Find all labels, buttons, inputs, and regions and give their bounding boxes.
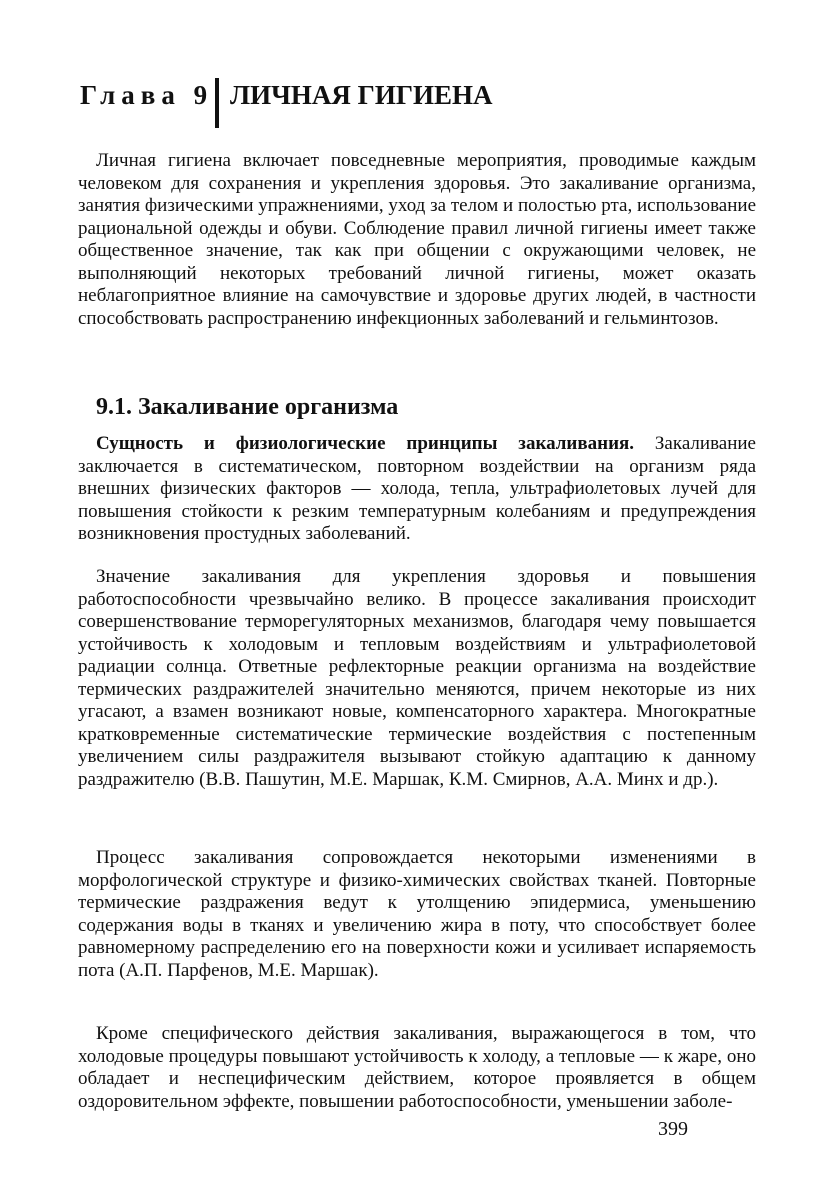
chapter-label: Глава 9 — [80, 80, 214, 110]
body-paragraph: Кроме специфического действия закаливания, выражающегося в том, что холодовые процедуры повышают устойчивость к холоду, а тепловые — к жаре, оно обладает и неспецифическим действием, которое проявляется в общем оздоровительном эффекте, повышении работоспособности, уменьшении заболе- — [78, 1023, 756, 1112]
paragraph-text: Закаливание заключается в систематическом, повторном воздействии на организм ряда внешних физических факторов — холода, тепла, ультрафиолетовых лучей для повышения стойкости к резким температурным колебаниям и предупреждения возникновения простудных заболеваний. — [78, 433, 756, 544]
section-heading: 9.1. Закаливание организма — [96, 394, 399, 420]
chapter-header — [80, 78, 780, 128]
run-in-heading: Сущность и физиологические принципы закаливания. — [96, 433, 635, 454]
body-paragraph: Процесс закаливания сопровождается некоторыми изменениями в морфологической структуре и физико-химических свойствах тканей. Повторные термические раздражения ведут к утолщению эпидермиса, уменьшению содержания воды в тканях и увеличению жира в поту, что способствует более равномерному распределению его на поверхности кожи и усиливает испаряемость пота (А.П. Парфенов, М.Е. Маршак). — [78, 847, 756, 981]
body-paragraph — [78, 433, 756, 546]
chapter-title: ЛИЧНАЯ ГИГИЕНА — [230, 80, 493, 110]
intro-paragraph: Личная гигиена включает повседневные мероприятия, проводимые каждым человеком для сохранения и укрепления здоровья. Это закаливание организма, занятия физическими упражнениями, уход за телом и полостью рта, использование рациональной одежды и обуви. Соблюдение правил личной гигиены имеет также общественное значение, так как при общении с окружающими человек, не выполняющий некоторых требований личной гигиены, может оказать неблагоприятное влияние на самочувствие и здоровье других людей, в частности способствовать распространению инфекционных заболеваний и гельминтозов. — [78, 150, 756, 329]
page-number: 399 — [658, 1118, 688, 1140]
body-paragraph: Значение закаливания для укрепления здоровья и повышения работоспособности чрезвычайно велико. В процессе закаливания происходит совершенствование терморегуляторных механизмов, благодаря чему повышается устойчивость к холодовым и тепловым воздействиям и ультрафиолетовой радиации солнца. Ответные рефлекторные реакции организма на воздействие термических раздражителей значительно меняются, причем некоторые из них угасают, а взамен возникают новые, компенсаторного характера. Многократные кратковременные систематические термические воздействия с постепенным увеличением силы раздражителя вызывают стойкую адаптацию к данному раздражителю (В.В. Пашутин, М.Е. Маршак, К.М. Смирнов, А.А. Минх и др.). — [78, 566, 756, 790]
chapter-divider — [215, 78, 219, 128]
